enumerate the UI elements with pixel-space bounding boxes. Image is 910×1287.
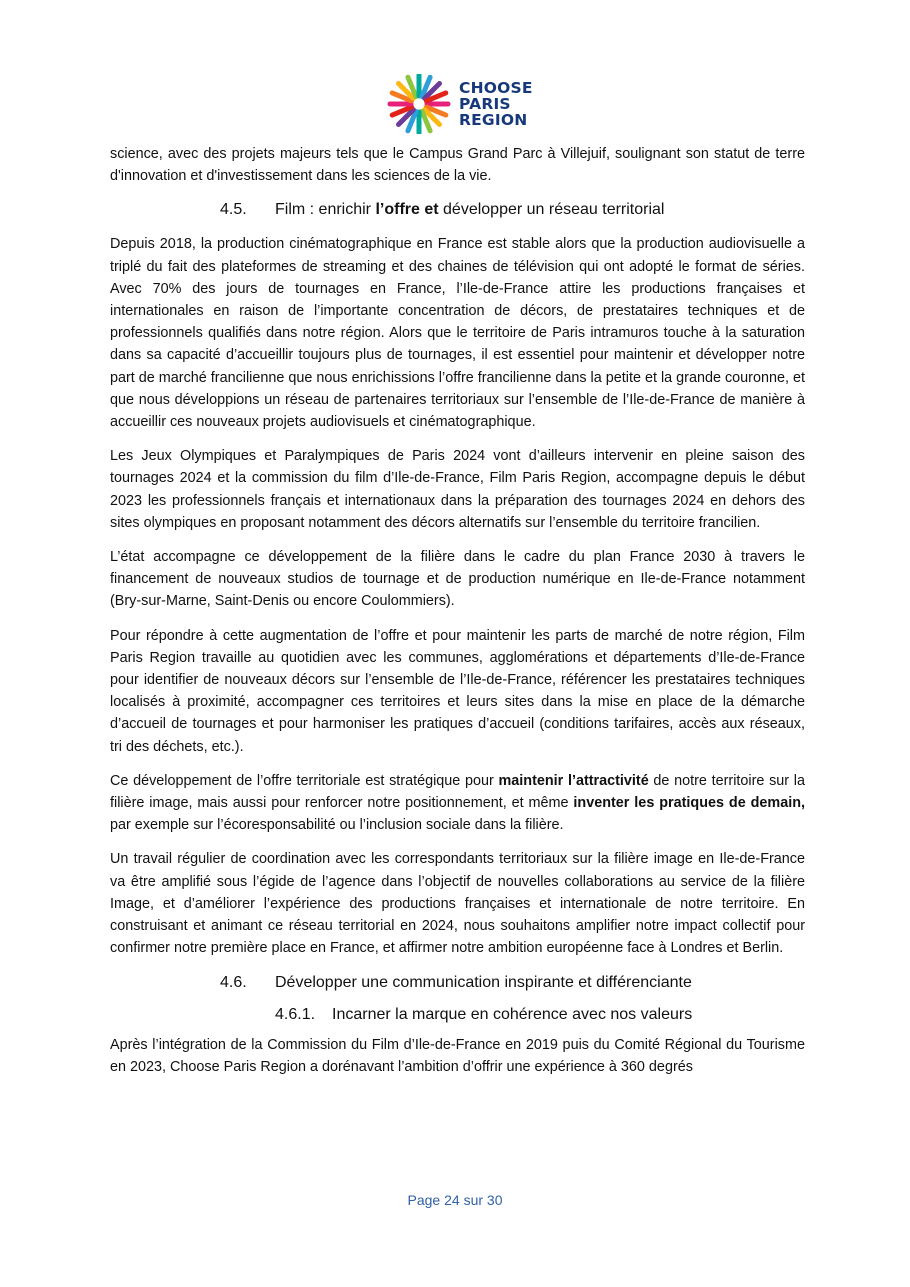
logo-line-2: PARIS — [459, 95, 511, 113]
subsection-number: 4.6.1. — [275, 1005, 316, 1023]
bold-text-attractivite: maintenir l’attractivité — [498, 772, 649, 789]
section-number: 4.6. — [220, 973, 247, 991]
section-title: Développer une communication inspirante et différenciante — [275, 973, 692, 991]
text-run: de notre territoire sur la filière image, mais aussi pour renforcer notre positionnement, et même — [110, 772, 805, 812]
page-content — [110, 143, 805, 1090]
logo-wordmark — [459, 80, 533, 128]
section-heading-4-5 — [110, 199, 805, 221]
logo-line-1: CHOOSE — [459, 79, 533, 97]
section-number: 4.5. — [220, 201, 247, 219]
section-heading-4-6 — [110, 972, 805, 994]
text-run: par exemple sur l’écoresponsabilité ou l’inclusion sociale dans la filière. — [110, 817, 564, 834]
paragraph-brand-integration: Après l’intégration de la Commission du Film d’Ile-de-France en 2019 puis du Comité Régional du Tourisme en 2023, Choose Paris Region a dorénavant l’ambition d’offrir une expérience à 360 degrés — [110, 1036, 805, 1075]
paragraph-territorial-offer — [110, 770, 805, 837]
starburst-logo-icon — [386, 74, 452, 134]
section-title-part-1: Film : enrichir — [275, 201, 376, 219]
paragraph-france-2030: L’état accompagne ce développement de la filière dans le cadre du plan France 2030 à travers le financement de nouveaux studios de tournage et de production numérique en Ile-de-France notamment (Bry-sur-Marne, Saint-Denis ou encore Coulommiers). — [110, 549, 805, 610]
text-run: Ce développement de l’offre territoriale est stratégique pour — [110, 772, 499, 789]
paragraph-olympic-games: Les Jeux Olympiques et Paralympiques de Paris 2024 vont d’ailleurs intervenir en pleine saison des tournages 2024 et la commission du film d’Ile-de-France, Film Paris Region, accompagne depuis le début 2023 les professionnels français et internationaux dans la préparation des tournages 2024 en dehors des sites olympiques en proposant notamment des décors alternatifs sur l’ensemble du territoire francilien. — [110, 448, 805, 531]
paragraph-film-production: Depuis 2018, la production cinématographique en France est stable alors que la production audiovisuelle a triplé du fait des plateformes de streaming et des chaines de télévision qui ont adopté le format de séries. Avec 70% des jours de tournages en France, l’Ile-de-France attire les productions françaises et internationales en raison de l’importante concentration de décors, de prestataires techniques et de professionnels qualifiés dans notre région. Alors que le territoire de Paris intramuros touche à la saturation dans sa capacité d’accueillir toujours plus de tournages, il est essentiel pour maintenir et développer notre part de marché francilienne que nous enrichissions l’offre francilienne dans la petite et la grande couronne, et que nous développions un réseau de partenaires territoriaux sur l’ensemble de l’Ile-de-France de manière à accueillir ces nouveaux projets audiovisuels et cinématographique. — [110, 236, 805, 431]
choose-paris-region-logo — [386, 74, 536, 134]
bold-text-pratiques: inventer les pratiques de demain, — [573, 795, 805, 812]
section-title-part-2: l’offre et — [375, 201, 439, 219]
section-title-part-3: développer un réseau territorial — [438, 201, 665, 219]
subsection-title: Incarner la marque en cohérence avec nos valeurs — [332, 1005, 693, 1023]
paragraph-coordination: Un travail régulier de coordination avec les correspondants territoriaux sur la filière image en Ile-de-France va être amplifié sous l’égide de l’agence dans l’objectif de nouvelles collaborations au service de la filière Image, et d’améliorer l’expérience des productions françaises et internationale de notre territoire. En construisant et animant ce réseau territorial en 2024, nous souhaitons amplifier notre impact collectif pour confirmer notre première place en France, et affirmer notre ambition européenne face à Londres et Berlin. — [110, 851, 805, 957]
logo-line-3: REGION — [459, 111, 528, 129]
paragraph-film-paris-region: Pour répondre à cette augmentation de l’offre et pour maintenir les parts de marché de notre région, Film Paris Region travaille au quotidien avec les communes, agglomérations et départements d’Ile-de-France pour identifier de nouveaux décors sur l’ensemble de l’Ile-de-France, référencer les prestataires techniques localisés à proximité, accompagner ces territoires et leurs sites dans la mise en place de la démarche d’accueil de tournages et pour harmoniser les pratiques d’accueil (conditions tarifaires, accès aux réseaux, tri des déchets, etc.). — [110, 627, 805, 755]
paragraph-continuation: science, avec des projets majeurs tels que le Campus Grand Parc à Villejuif, soulignant son statut de terre d'innovation et d'investissement dans les sciences de la vie. — [110, 146, 805, 185]
subsection-heading-4-6-1 — [110, 1004, 805, 1026]
page-footer: Page 24 sur 30 — [407, 1192, 503, 1208]
